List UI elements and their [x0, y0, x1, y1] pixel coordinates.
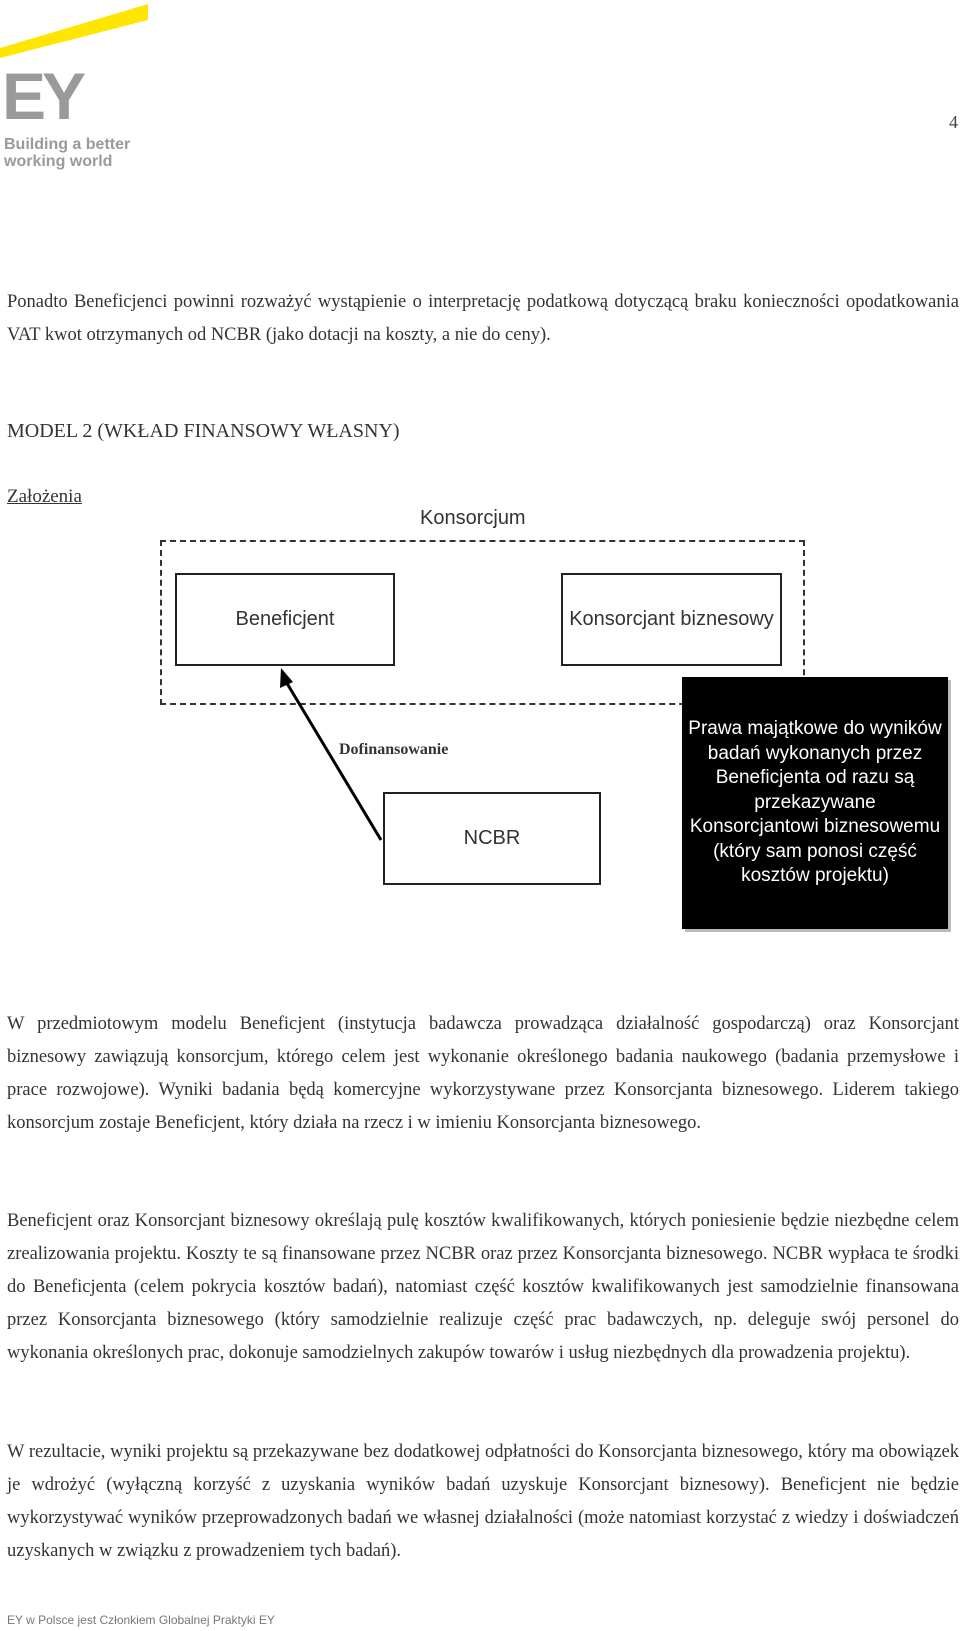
rights-note-box: Prawa majątkowe do wyników badań wykonanych przez Beneficjenta od razu są przekazywane Konsorcjantowi biznesowemu (który sam ponosi część kosztów projektu) [682, 677, 948, 929]
paragraph-costs: Beneficjent oraz Konsorcjant biznesowy określają pulę kosztów kwalifikowanych, których poniesienie będzie niezbędne celem zrealizowania projektu. Koszty te są finansowane przez NCBR oraz przez Konsorcjanta biznesowego. NCBR wypłaca te środki do Beneficjenta (celem pokrycia kosztów badań), natomiast część kosztów kwalifikowanych jest samodzielnie finansowana przez Konsorcjanta biznesowego (który samodzielnie realizuje część prac badawczych, np. deleguje swój personel do wykonania określonych prac, dokonuje samodzielnych zakupów towarów i usług niezbędnych dla prowadzenia projektu). [7, 1211, 959, 1363]
intro-paragraph: Ponadto Beneficjenci powinni rozważyć wystąpienie o interpretację podatkową dotyczącą braku konieczności opodatkowania VAT kwot otrzymanych od NCBR (jako dotacji na koszty, a nie do ceny). [7, 292, 959, 345]
ey-logo: EY [2, 59, 83, 133]
dofinansowanie-label: Dofinansowanie [339, 741, 449, 758]
beneficjent-box: Beneficjent [175, 573, 395, 666]
footer-text: EY w Polsce jest Członkiem Globalnej Praktyki EY [7, 1613, 275, 1627]
section-subtitle: Założenia [7, 486, 82, 507]
ey-logo-tagline: Building a better working world [4, 136, 131, 170]
section-title: MODEL 2 (WKŁAD FINANSOWY WŁASNY) [7, 420, 400, 442]
paragraph-model-description: W przedmiotowym modelu Beneficjent (instytucja badawcza prowadząca działalność gospodarczą) oraz Konsorcjant biznesowy zawiązują konsorcjum, którego celem jest wykonanie określonego badania naukowego (badania przemysłowe i prace rozwojowe). Wyniki badania będą komercyjne wykorzystywane przez Konsorcjanta biznesowego. Liderem takiego konsorcjum zostaje Beneficjent, który działa na rzecz i w imieniu Konsorcjanta biznesowego. [7, 1014, 959, 1133]
paragraph-results: W rezultacie, wyniki projektu są przekazywane bez dodatkowej odpłatności do Konsorcjanta biznesowego, który ma obowiązek je wdrożyć (wyłączną korzyść z uzyskania wyników badań uzyskuje Konsorcjant biznesowy). Beneficjent nie będzie wykorzystywać wyników przeprowadzonych badań we własnej działalności (może natomiast korzystać z wiedzy i doświadczeń uzyskanych w związku z prowadzeniem tych badań). [7, 1442, 959, 1561]
page-number: 4 [949, 112, 958, 132]
konsorcjum-label: Konsorcjum [420, 507, 526, 529]
ncbr-box: NCBR [383, 792, 601, 885]
konsorcjant-box: Konsorcjant biznesowy [561, 573, 782, 666]
